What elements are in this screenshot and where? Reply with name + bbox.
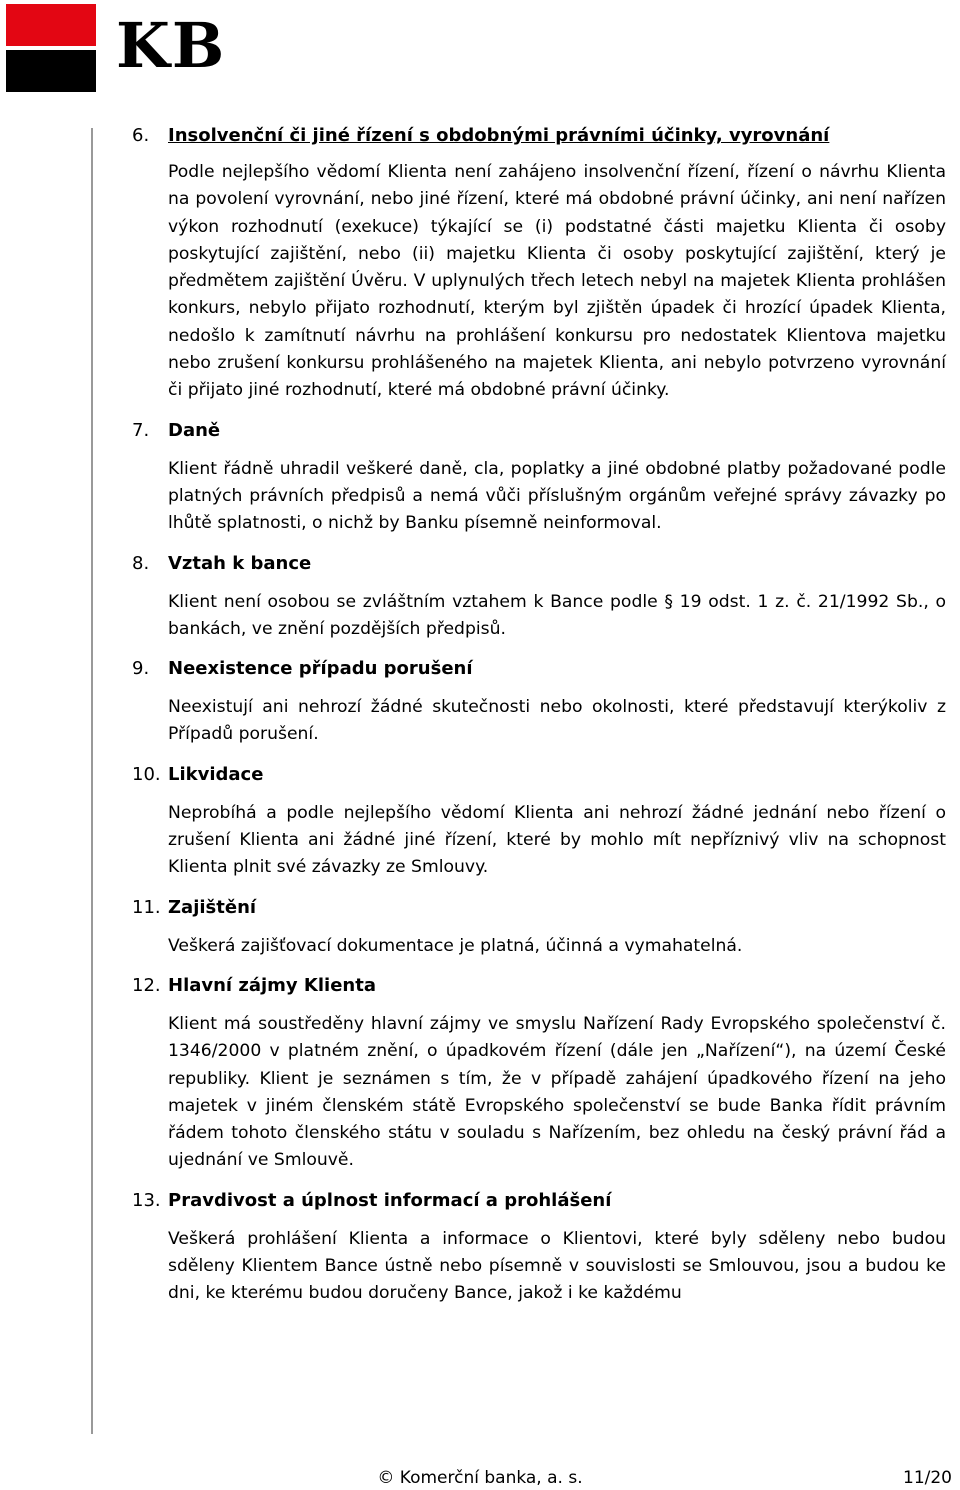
section-10 [132,761,946,882]
section-title: Zajištění [168,896,257,918]
section-title: Daně [168,419,221,441]
kb-logo [6,4,266,92]
section-number: 13. [132,1189,161,1211]
section-number: 7. [132,419,150,441]
section-13 [132,1187,946,1308]
section-heading [132,761,946,788]
section-11 [132,894,946,960]
section-text: Veškerá prohlášení Klienta a informace o Klientovi, které byly sděleny nebo budou sděleny Klientem Bance ústně nebo písemně v souvislosti se Smlouvou, jsou a budou ke dni, ke kterému budou doručeny Bance, jakož i ke každému [168,1228,946,1304]
section-text: Veškerá zajišťovací dokumentace je platná, účinná a vymahatelná. [168,935,743,956]
section-title: Pravdivost a úplnost informací a prohlášení [168,1189,612,1211]
section-text: Neexistují ani nehrozí žádné skutečnosti nebo okolnosti, které představují kterýkoliv z Případů porušení. [168,697,946,745]
margin-rule [91,128,93,1434]
footer-copyright: © Komerční banka, a. s. [377,1468,583,1488]
section-title: Insolvenční či jiné řízení s obdobnými právními účinky, vyrovnání [168,125,830,146]
section-heading [132,894,946,921]
document-body [132,122,946,1320]
section-number: 6. [132,125,150,146]
section-number: 9. [132,658,150,680]
section-title: Vztah k bance [168,552,312,574]
section-heading [132,417,946,444]
section-title: Likvidace [168,763,264,785]
section-title: Neexistence případu porušení [168,658,473,680]
section-heading [132,972,946,999]
section-number: 11. [132,896,161,918]
section-number: 8. [132,552,150,574]
section-text: Neprobíhá a podle nejlepšího vědomí Klienta ani nehrozí žádné jednání nebo řízení o zrušení Klienta ani žádné jiné řízení, které by mohlo mít nepříznivý vliv na schopnost Klienta plnit své závazky ze Smlouvy. [168,802,946,878]
section-text: Klient není osobou se zvláštním vztahem k Bance podle § 19 odst. 1 z. č. 21/1992 Sb., o bankách, ve znění pozdějších předpisů. [168,591,946,639]
section-heading [132,122,946,149]
logo-red-block [6,4,96,46]
logo-text: KB [116,9,227,82]
section-9 [132,655,946,749]
section-number: 12. [132,974,161,996]
section-number: 10. [132,763,161,785]
section-heading [132,1187,946,1214]
page-number: 11/20 [903,1468,952,1488]
section-text: Klient řádně uhradil veškeré daně, cla, poplatky a jiné obdobné platby požadované podle platných právních předpisů a nemá vůči příslušným orgánům veřejné správy závazky po lhůtě splatnosti, o nichž by Banku písemně neinformoval. [168,458,946,534]
section-text: Klient má soustředěny hlavní zájmy ve smyslu Nařízení Rady Evropského společenství č. 1346/2000 v platném znění, o úpadkovém řízení (dále jen „Nařízení“), na území České republiky. Klient je seznámen s tím, že v případě zahájení úpadkového řízení na jeho majetek v jiném členském státě Evropského společenství se bude Banka řídit právním řádem tohoto členského státu v souladu s Nařízením, bez ohledu na český právní řád a ujednání ve Smlouvě. [168,1013,946,1171]
section-heading [132,550,946,577]
section-12 [132,972,946,1175]
section-6 [132,122,946,405]
section-text: Podle nejlepšího vědomí Klienta není zahájeno insolvenční řízení, řízení o návrhu Klienta na povolení vyrovnání, nebo jiné řízení, které má obdobné právní účinky, ani není nařízen výkon rozhodnutí (exekuce) týkající se (i) podstatné části majetku Klienta či osoby poskytující zajištění, nebo (ii) majetku Klienta či osoby poskytující zajištění, který je předmětem zajištění Úvěru. V uplynulých třech letech nebyl na majetek Klienta prohlášen konkurs, nebylo přijato rozhodnutí, kterým byl zjištěn úpadek či hrozící úpadek Klienta, nedošlo k zamítnutí návrhu na prohlášení konkursu pro nedostatek Klientova majetku nebo zrušení konkursu prohlášeného na majetek Klienta, ani nebylo potvrzeno vyrovnání či přijato jiné rozhodnutí, které má obdobné právní účinky. [168,162,946,401]
section-8 [132,550,946,644]
logo-black-block [6,50,96,92]
section-heading [132,655,946,682]
section-title: Hlavní zájmy Klienta [168,974,376,996]
section-7 [132,417,946,538]
